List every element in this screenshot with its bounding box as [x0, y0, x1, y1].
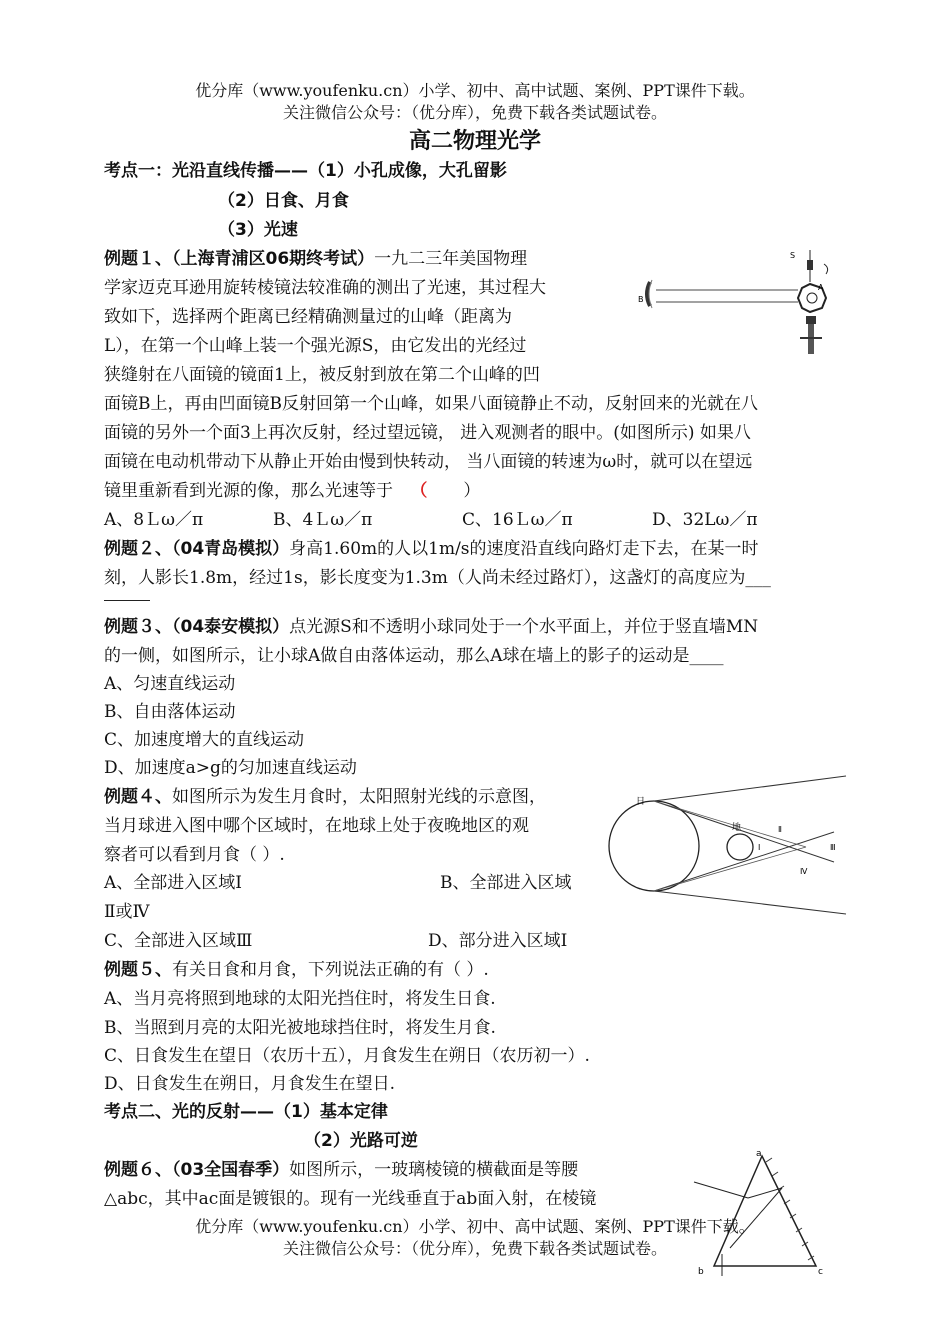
- ex1-line-2: 学家迈克耳逊用旋转棱镜法较准确的测出了光速，其过程大: [104, 278, 546, 298]
- fig4-label-earth: 地: [732, 823, 742, 833]
- ex4-line-1: [104, 782, 546, 807]
- ex5-option-a: A、当月亮将照到地球的太阳光挡住时，将发生日食.: [104, 989, 496, 1009]
- ex1-line-6: 面镜B上，再由凹面镜B反射回第一个山峰，如果八面镜静止不动，反射回来的光就在八: [104, 394, 758, 414]
- ex1-option-b: B、4Ｌω／π: [273, 510, 373, 530]
- page-title: 高二物理光学: [408, 129, 541, 154]
- michelson-apparatus-figure: [630, 246, 840, 364]
- ex2-blank-continuation: [104, 600, 150, 601]
- fig1-label-s: S: [790, 251, 796, 260]
- ex4-line-3: 察者可以看到月食（ ）.: [104, 845, 285, 865]
- lunar-eclipse-figure: [606, 770, 850, 920]
- ex1-option-c: C、16Ｌω／π: [462, 510, 573, 530]
- ex5-option-c: C、日食发生在望日（农历十五），月食发生在朔日（农历初一）.: [104, 1046, 590, 1066]
- ex3-label: 例题３、（04泰安模拟）: [104, 617, 290, 637]
- ex5-label: 例题５、: [104, 960, 172, 980]
- ex3-line-2: 的一侧，如图所示，让小球A做自由落体运动，那么A球在墙上的影子的运动是____: [104, 646, 724, 666]
- ex2-line-2: [104, 563, 771, 588]
- answer-paren-close: ）: [463, 481, 481, 501]
- ex2-line-1: [104, 534, 759, 559]
- ex1-line-3: 致如下，选择两个距离已经精确测量过的山峰（距离为: [104, 307, 512, 327]
- fig4-label-region-4: Ⅳ: [800, 867, 808, 876]
- ex4-option-c: C、全部进入区域Ⅲ: [104, 931, 253, 951]
- ex3-text-1: 点光源S和不透明小球同处于一个水平面上，并位于竖直墙MN: [289, 617, 759, 637]
- header-line-2: 关注微信公众号：（优分库），免费下载各类试题试卷。: [282, 103, 667, 122]
- ex4-option-d: D、部分进入区域Ⅰ: [428, 931, 568, 951]
- ex1-line-7: 面镜的另外一个面3上再次反射，经过望远镜， 进入观测者的眼中。(如图所示) 如果八: [104, 423, 751, 443]
- ex4-option-a: A、全部进入区域Ⅰ: [104, 873, 242, 893]
- ex1-option-a: A、8Ｌω／π: [104, 510, 204, 530]
- ex3-option-d: D、加速度a>g的匀加速直线运动: [104, 758, 357, 778]
- footer-line-2: 关注微信公众号：（优分库），免费下载各类试题试卷。: [282, 1239, 667, 1258]
- ex2-text-1: 身高1.60m的人以1m/s的速度沿直线向路灯走下去，在某一时: [289, 539, 759, 559]
- fig6-label-b: b: [698, 1267, 704, 1277]
- ex1-line-9: [104, 476, 480, 501]
- ex5-option-d: D、日食发生在朔日，月食发生在望日.: [104, 1074, 396, 1094]
- fig4-label-sun: 日: [636, 797, 646, 807]
- ex1-text-9: 镜里重新看到光源的像，那么光速等于: [104, 481, 393, 501]
- ex1-option-d: D、32Lω／π: [652, 510, 758, 530]
- ex6-label: 例题６、（03全国春季）: [104, 1160, 290, 1180]
- ex1-line-1: [104, 244, 527, 269]
- fig1-label-a: A: [818, 283, 824, 292]
- ex5-option-b: B、当照到月亮的太阳光被地球挡住时，将发生月食.: [104, 1018, 496, 1038]
- fig1-label-b: B: [638, 295, 644, 304]
- ex3-option-a: A、匀速直线运动: [104, 674, 236, 694]
- ex6-line-1: [104, 1155, 578, 1180]
- ex1-line-5: 狭缝射在八面镜的镜面1上，被反射到放在第二个山峰的凹: [104, 365, 540, 385]
- ex4-line-2: 当月球进入图中哪个区域时，在地球上处于夜晚地区的观: [104, 816, 529, 836]
- topic1-heading: 考点一：光沿直线传播——（1）小孔成像，大孔留影: [104, 161, 507, 181]
- ex4-label: 例题４、: [104, 787, 172, 807]
- fig4-label-region-3: Ⅲ: [830, 843, 836, 852]
- topic2-heading: 考点二、光的反射——（1）基本定律: [104, 1102, 388, 1122]
- fig6-label-a: a: [756, 1149, 762, 1159]
- ex1-text-1: 一九二三年美国物理: [374, 249, 528, 269]
- ex2-answer-blank: ___: [745, 568, 771, 588]
- ex6-line-2: △abc，其中ac面是镀银的。现有一光线垂直于ab面入射，在棱镜: [104, 1189, 597, 1209]
- ex2-text-2: 刻，人影长1.8m，经过1s，影长度变为1.3m（人尚未经过路灯），这盏灯的高度应为: [104, 568, 746, 588]
- ex3-option-c: C、加速度增大的直线运动: [104, 730, 305, 750]
- ex1-line-8: 面镜在电动机带动下从静止开始由慢到快转动， 当八面镜的转速为ω时，就可以在望远: [104, 452, 753, 472]
- ex4-text-1: 如图所示为发生月食时，太阳照射光线的示意图，: [172, 787, 546, 807]
- fig4-label-region-2: Ⅱ: [778, 825, 782, 834]
- ex4-option-b: B、全部进入区域: [440, 873, 572, 893]
- ex5-line-1: [104, 955, 489, 980]
- ex4-option-b-cont: Ⅱ或Ⅳ: [104, 902, 150, 922]
- ex6-text-1: 如图所示，一玻璃棱镜的横截面是等腰: [289, 1160, 579, 1180]
- header-line-1: 优分库（www.youfenku.cn）小学、初中、高中试题、案例、PPT课件下载。: [195, 81, 755, 100]
- ex3-line-1: [104, 612, 758, 637]
- fig6-label-c: c: [818, 1267, 823, 1277]
- ex1-line-4: L），在第一个山峰上装一个强光源S，由它发出的光经过: [104, 336, 527, 356]
- topic2-sub2: （2）光路可逆: [304, 1131, 418, 1151]
- ex3-option-b: B、自由落体运动: [104, 702, 236, 722]
- topic1-sub2: （2）日食、月食: [218, 191, 349, 211]
- ex1-label: 例题１、（上海青浦区06期终考试）: [104, 249, 375, 269]
- ex5-text-1: 有关日食和月食，下列说法正确的有（ ）.: [172, 960, 489, 980]
- footer-line-1: 优分库（www.youfenku.cn）小学、初中、高中试题、案例、PPT课件下载。: [195, 1217, 755, 1236]
- topic1-sub3: （3）光速: [218, 220, 298, 240]
- answer-paren-open: （: [410, 481, 428, 501]
- fig4-label-region-1: I: [758, 843, 761, 852]
- ex2-label: 例题２、（04青岛模拟）: [104, 539, 290, 559]
